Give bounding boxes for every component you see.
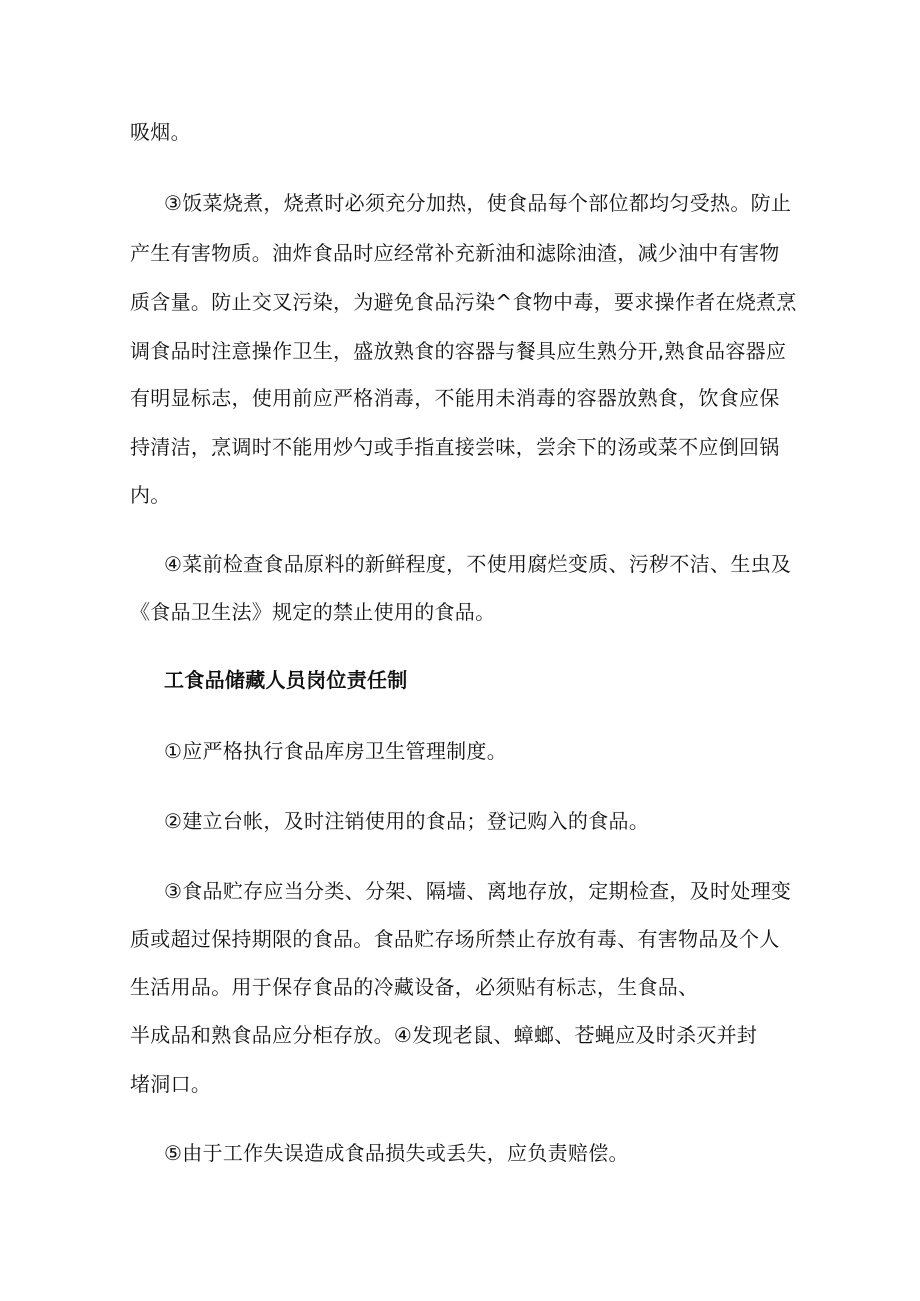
paragraph-line: 内。 bbox=[130, 483, 171, 507]
paragraph-line: 持清洁，烹调时不能用炒勺或手指直接尝味，尝余下的汤或菜不应倒回锅 bbox=[130, 435, 780, 459]
paragraph-line: ⑤由于工作失误造成食品损失或丢失，应负责赔偿。 bbox=[164, 1141, 629, 1165]
paragraph-line: 半成品和熟食品应分柜存放。④发现老鼠、蟑螂、苍蝇应及时杀灭并封 bbox=[130, 1023, 758, 1047]
paragraph-line: 质含量。防止交叉污染，为避免食品污染^食物中毒，要求操作者在烧煮烹 bbox=[130, 290, 797, 314]
paragraph-line: ③食品贮存应当分类、分架、隔墙、离地存放，定期检查，及时处理变 bbox=[164, 879, 792, 903]
paragraph-line: ①应严格执行食品库房卫生管理制度。 bbox=[164, 739, 508, 763]
section-heading: 工食品储藏人员岗位责任制 bbox=[164, 668, 408, 692]
paragraph-line: 质或超过保持期限的食品。食品贮存场所禁止存放有毒、有害物品及个人 bbox=[130, 927, 780, 951]
paragraph-line: 《食品卫生法》规定的禁止使用的食品。 bbox=[130, 600, 496, 624]
paragraph-line: 生活用品。用于保存食品的冷藏设备，必须贴有标志，生食品、 bbox=[130, 975, 699, 999]
paragraph-line: 堵洞口。 bbox=[130, 1072, 212, 1096]
paragraph-line: 吸烟。 bbox=[130, 120, 191, 144]
paragraph-line: 产生有害物质。油炸食品时应经常补充新油和滤除油渣，减少油中有害物 bbox=[130, 241, 780, 265]
paragraph-line: ③饭菜烧煮，烧煮时必须充分加热，使食品每个部位都均匀受热。防止 bbox=[164, 191, 792, 215]
paragraph-line: 调食品时注意操作卫生，盛放熟食的容器与餐具应生熟分开,熟食品容器应 bbox=[130, 339, 787, 363]
paragraph-line: 有明显标志，使用前应严格消毒，不能用未消毒的容器放熟食，饮食应保 bbox=[130, 386, 780, 410]
paragraph-line: ④菜前检查食品原料的新鲜程度，不使用腐烂变质、污秽不洁、生虫及 bbox=[164, 552, 792, 576]
paragraph-line: ②建立台帐，及时注销使用的食品；登记购入的食品。 bbox=[164, 809, 650, 833]
